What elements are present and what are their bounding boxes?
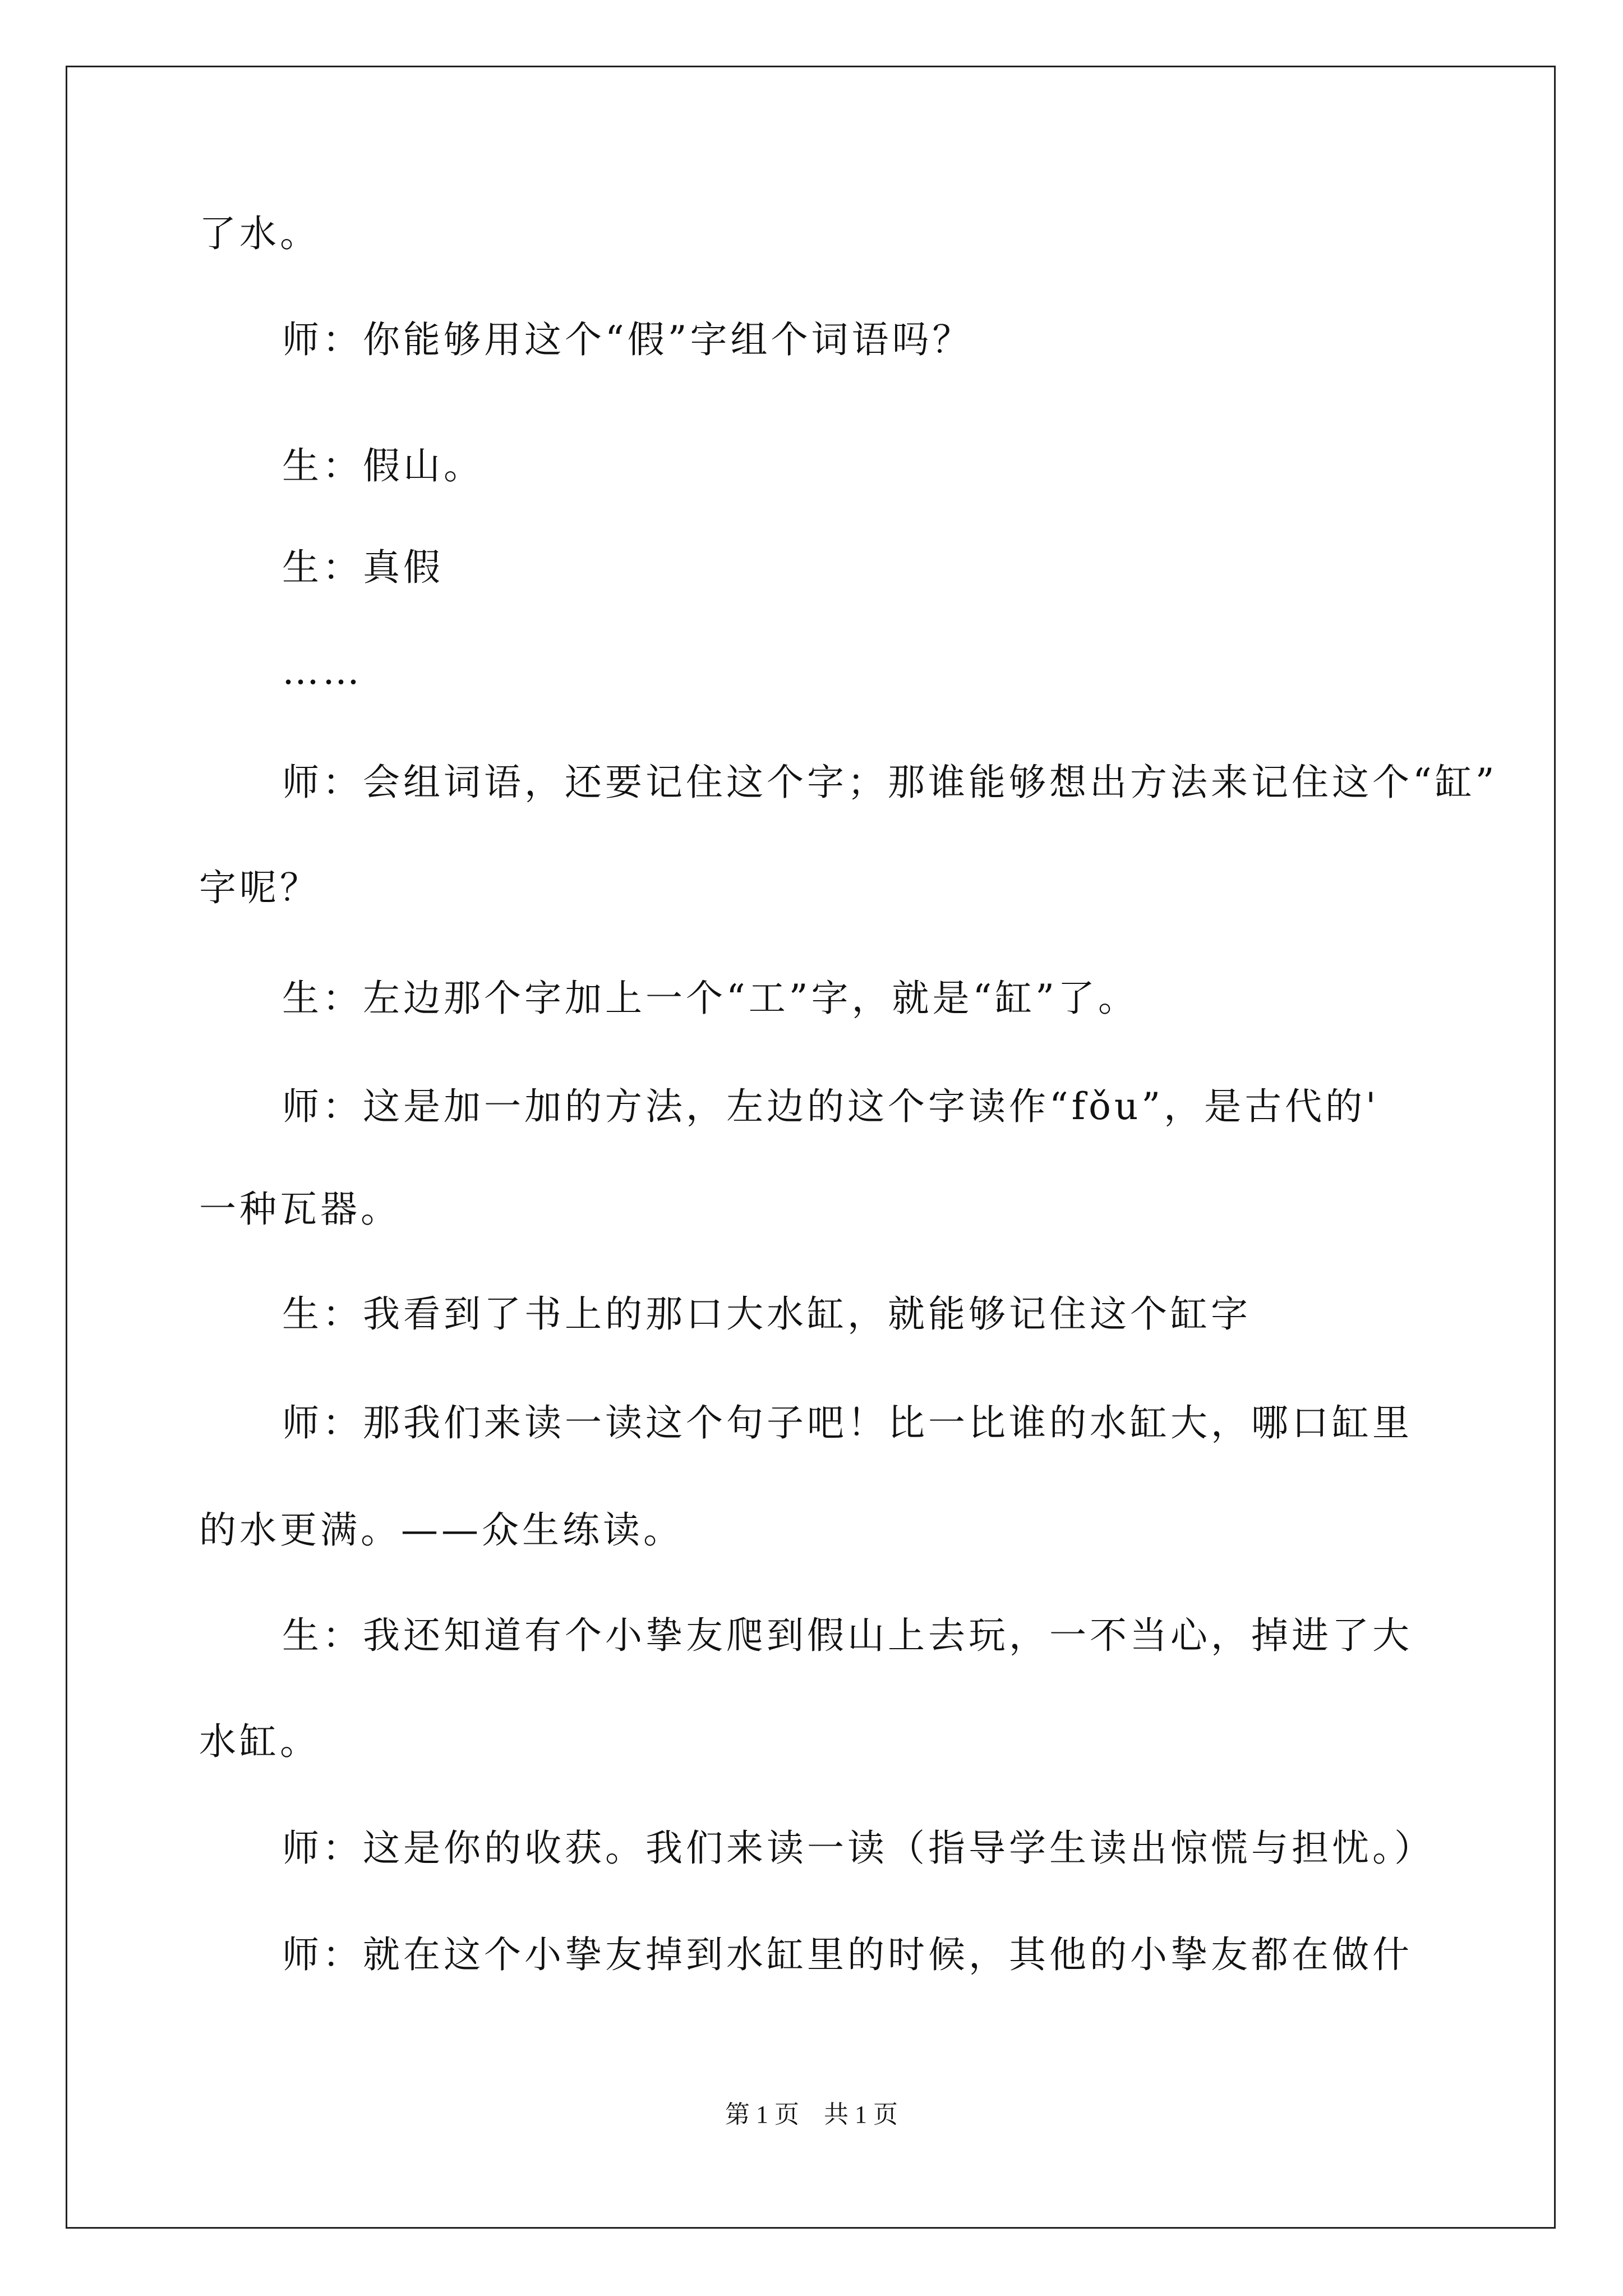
paragraph-line: 生：左边那个字加上一个“工”字，就是“缸”了。 [282, 977, 1138, 1020]
paragraph-line: 水缸。 [199, 1720, 320, 1763]
paragraph-line: 师：这是加一加的方法，左边的这个字读作“fǒu”，是古代的' [282, 1085, 1380, 1128]
paragraph-line: 师：会组词语，还要记住这个字；那谁能够想出方法来记住这个“缸” [282, 761, 1498, 804]
page-footer: 第 1 页 共 1 页 [725, 2101, 898, 2128]
paragraph-line: 生：我还知道有个小挚友爬到假山上去玩，一不当心，掉进了大 [282, 1614, 1413, 1657]
paragraph-line: 生：我看到了书上的那口大水缸，就能够记住这个缸字 [282, 1292, 1251, 1336]
paragraph-line: 了水。 [199, 212, 320, 255]
paragraph-line: 生：假山。 [282, 444, 484, 487]
paragraph-line: 师：这是你的收获。我们来读一读（指导学生读出惊慌与担忧。） [282, 1826, 1435, 1870]
paragraph-line: 师：那我们来读一读这个句子吧！比一比谁的水缸大，哪口缸里 [282, 1401, 1413, 1444]
paragraph-line: 一种瓦器。 [199, 1188, 401, 1231]
paragraph-line: 的水更满。——众生练读。 [199, 1508, 684, 1552]
paragraph-line: 师：就在这个小挚友掉到水缸里的时候，其他的小挚友都在做什 [282, 1933, 1413, 1976]
paragraph-line: 字呢？ [199, 866, 320, 909]
paragraph-line: 师：你能够用这个“假”字组个词语吗？ [282, 318, 973, 361]
paragraph-line: …… [282, 650, 363, 693]
page-border [66, 66, 1556, 2229]
paragraph-line: 生：真假 [282, 546, 444, 589]
